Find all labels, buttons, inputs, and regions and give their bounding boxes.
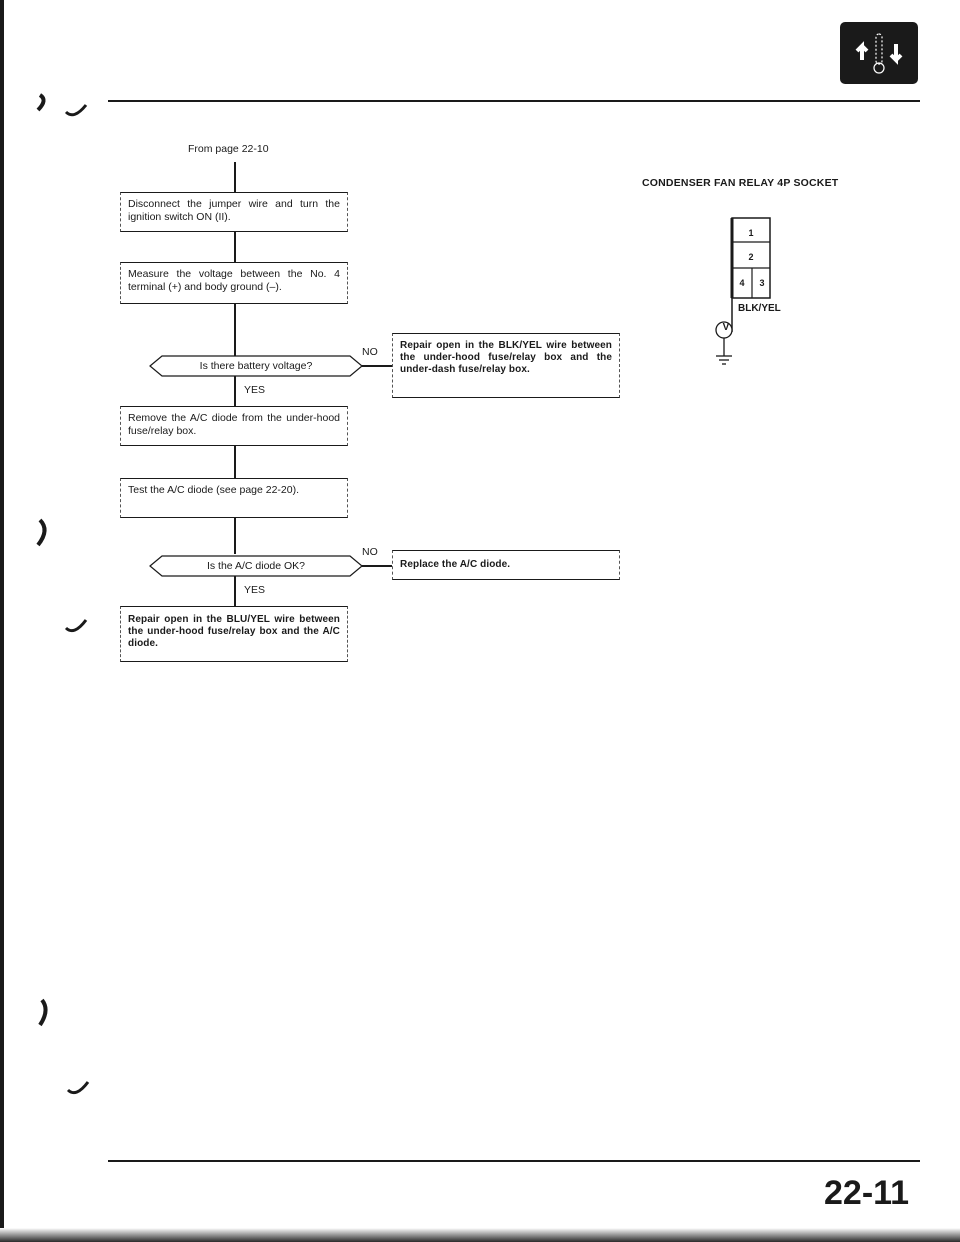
step-disconnect-jumper: Disconnect the jumper wire and turn the ignition switch ON (II). — [120, 192, 348, 232]
binding-mark-3 — [40, 1000, 46, 1025]
check-mark-3 — [68, 1082, 88, 1093]
check-marks — [60, 0, 120, 1242]
flow-line-6 — [234, 518, 236, 554]
voltmeter-symbol: V — [722, 322, 730, 333]
from-page-label: From page 22-10 — [188, 143, 269, 155]
question-diode-ok: Is the A/C diode OK? — [206, 560, 306, 572]
step-test-diode: Test the A/C diode (see page 22-20). — [120, 478, 348, 518]
action-repair-blu-yel: Repair open in the BLU/YEL wire between the under-hood fuse/relay box and the A/C diode. — [120, 606, 348, 662]
pin-4: 4 — [739, 278, 745, 288]
no-label-2: NO — [362, 546, 378, 558]
check-mark-1 — [66, 105, 86, 115]
footer-rule — [108, 1160, 920, 1162]
flow-line-5 — [234, 446, 236, 478]
temperature-arrows-icon — [840, 22, 918, 84]
connector-title: CONDENSER FAN RELAY 4P SOCKET — [642, 177, 839, 189]
yes-label-2: YES — [244, 584, 266, 596]
yes-label-1: YES — [244, 384, 266, 396]
flow-line-2 — [234, 232, 236, 262]
question-battery-voltage: Is there battery voltage? — [199, 360, 313, 372]
no-label-1: NO — [362, 346, 378, 358]
step-measure-voltage: Measure the voltage between the No. 4 terminal (+) and body ground (–). — [120, 262, 348, 304]
page-number: 22-11 — [824, 1174, 910, 1212]
pin-3: 3 — [759, 278, 765, 288]
binding-mark-2 — [38, 520, 45, 545]
header-rule — [108, 100, 920, 102]
action-replace-diode: Replace the A/C diode. — [392, 550, 620, 580]
check-mark-2 — [66, 620, 86, 631]
action-repair-blk-yel: Repair open in the BLK/YEL wire between the under-hood fuse/relay box and the under-dash fuse/relay box. — [392, 333, 620, 398]
no-branch-line-1 — [362, 365, 392, 367]
wire-color-label: BLK/YEL — [738, 303, 781, 314]
bottom-edge-shadow — [0, 1228, 960, 1242]
pin-1: 1 — [748, 228, 754, 238]
binding-mark-1 — [38, 95, 44, 110]
step-remove-diode: Remove the A/C diode from the under-hood fuse/relay box. — [120, 406, 348, 446]
no-branch-line-2 — [362, 565, 392, 567]
pin-2: 2 — [748, 252, 754, 262]
section-icon — [840, 22, 918, 84]
binding-marks — [0, 0, 60, 1242]
flow-line-1 — [234, 162, 236, 192]
